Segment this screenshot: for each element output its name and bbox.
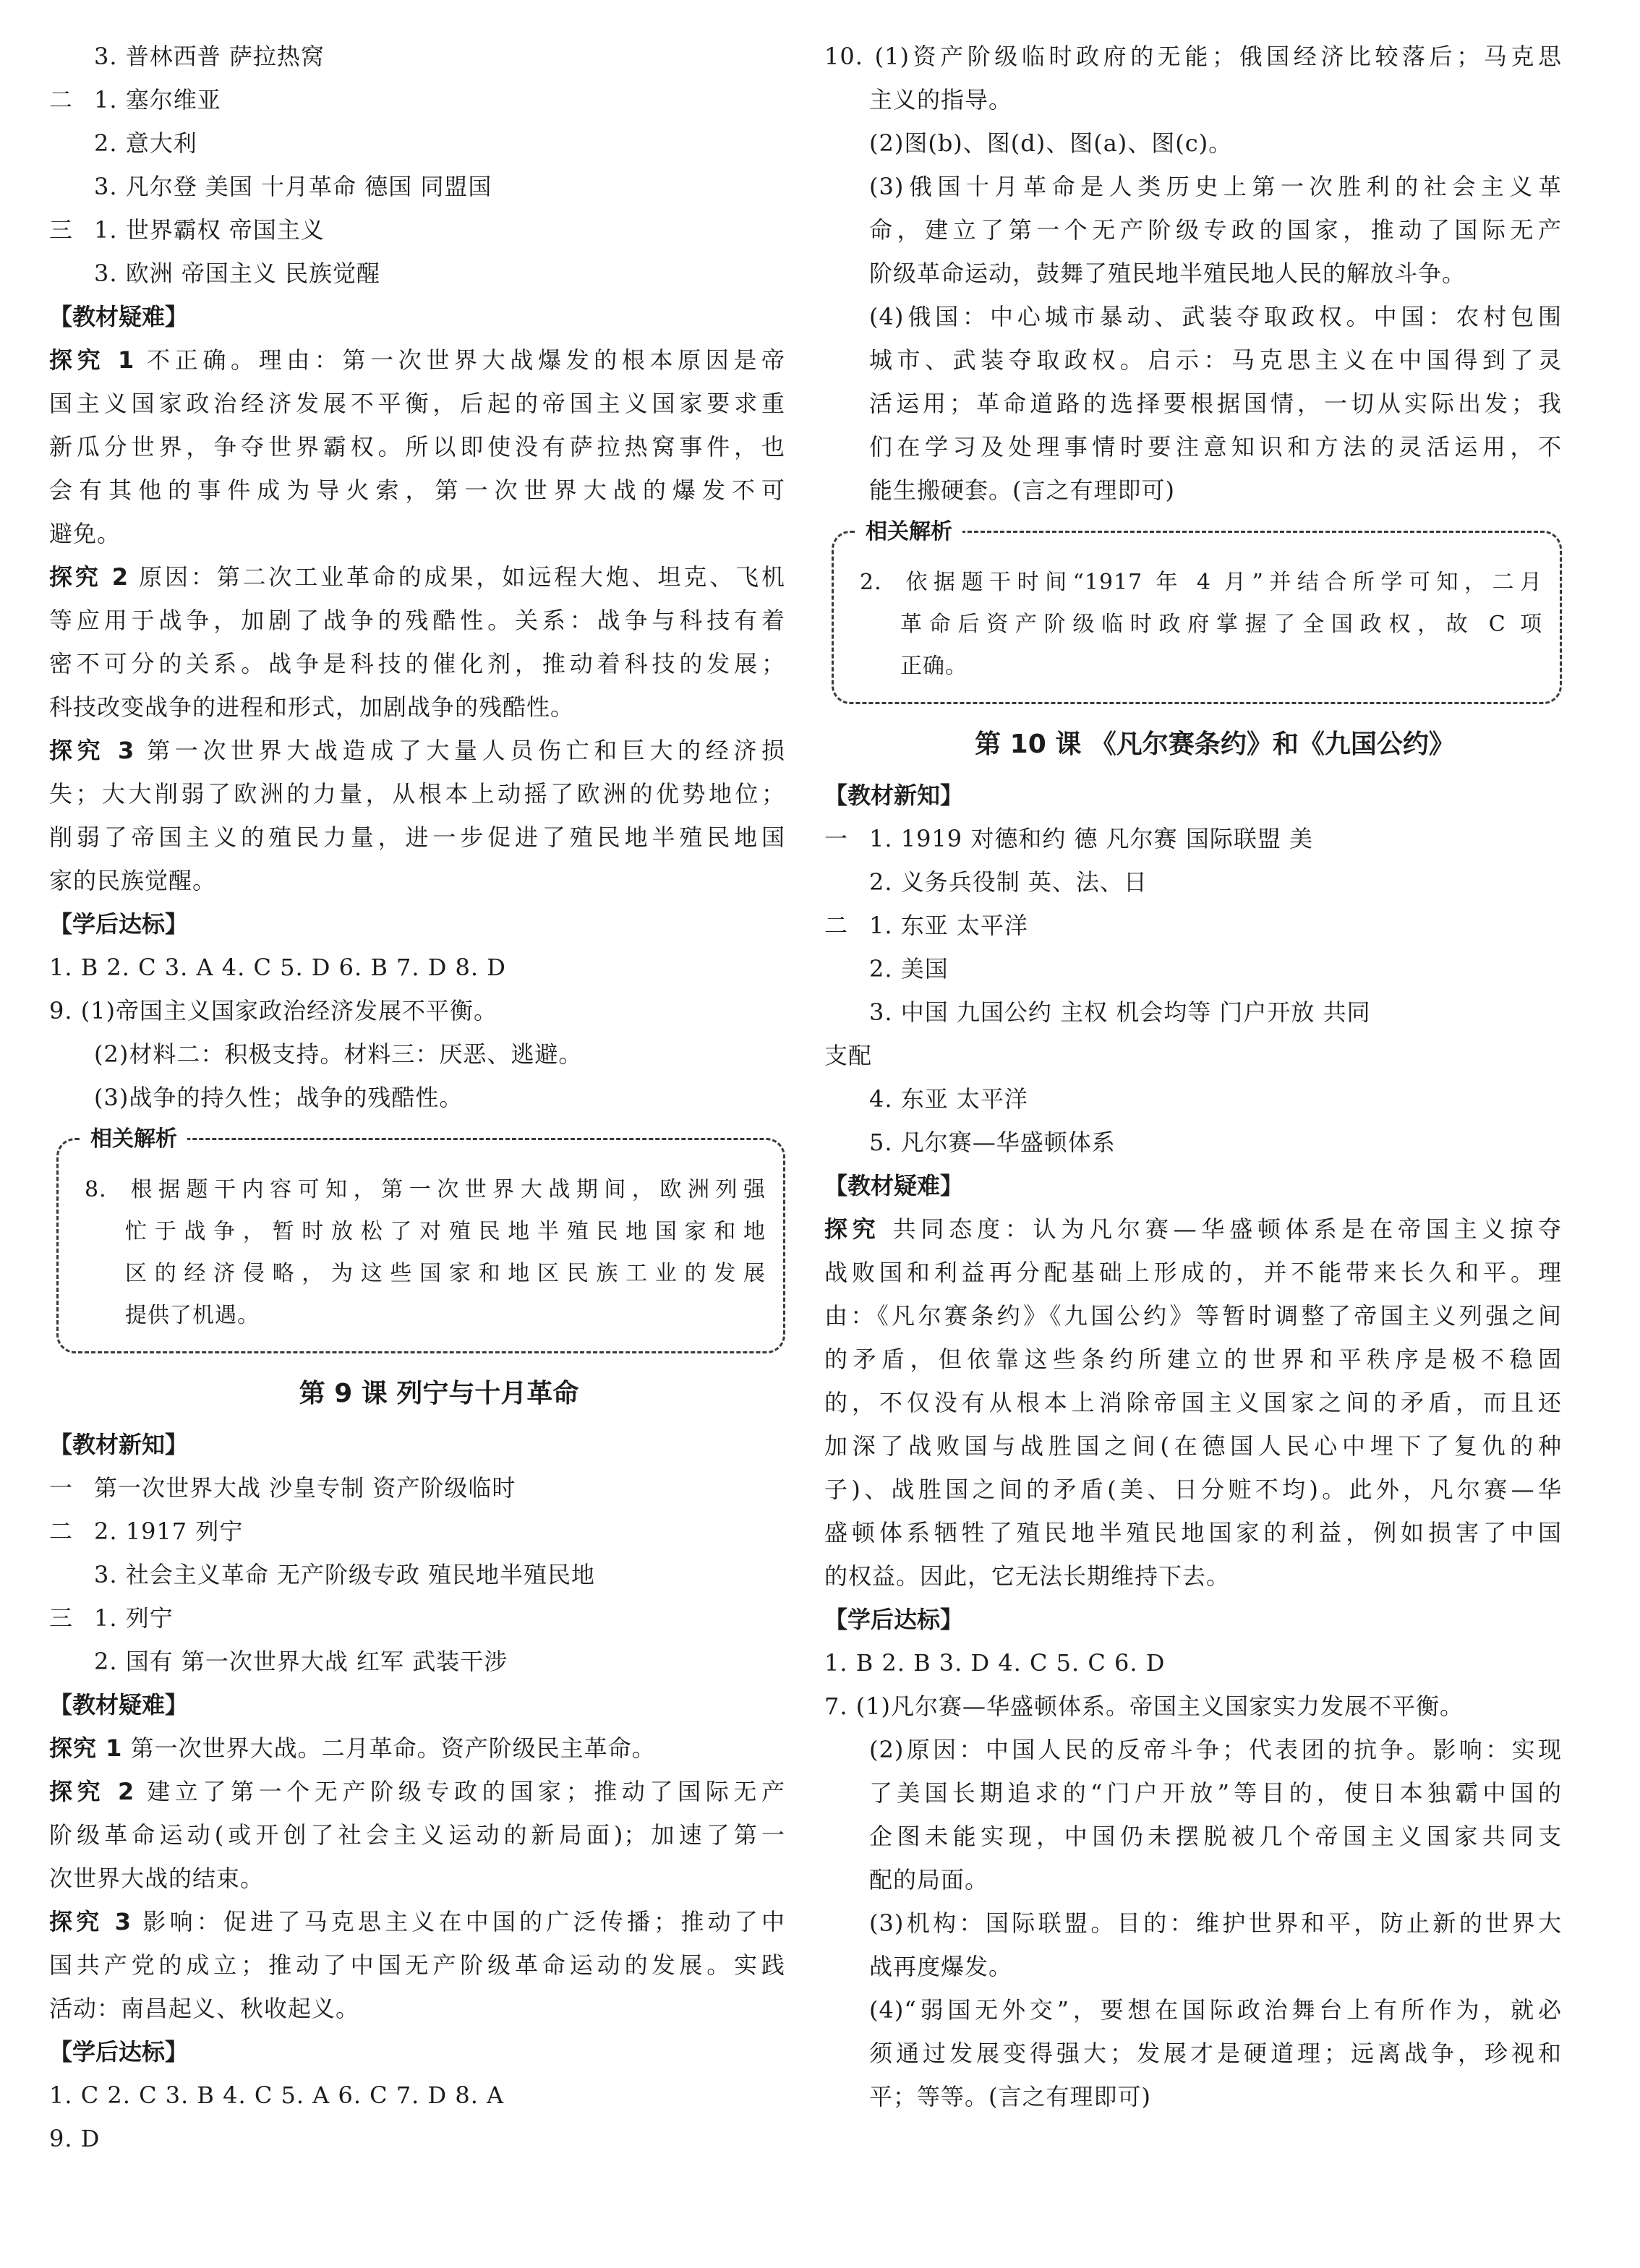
- analysis-line: [851, 646, 1542, 688]
- lesson-9-title: 第 9 课 列宁与十月革命: [299, 1379, 579, 1408]
- analysis-box-content-right: [851, 562, 1542, 688]
- left-column: [49, 35, 785, 2160]
- paragraph-line: [49, 382, 785, 425]
- analysis-text: 根据题干内容可知，第一次世界大战期间，欧洲列强: [125, 1177, 766, 1202]
- answer-line: 7. (1)凡尔赛—华盛顿体系。帝国主义国家实力发展不平衡。: [824, 1693, 1464, 1720]
- structure-line: [49, 1553, 785, 1596]
- answer-line: (4)俄国：中心城市暴动、武装夺取政权。中国：农村包围: [869, 303, 1562, 330]
- paragraph-line: [49, 468, 785, 512]
- analysis-line: [76, 1211, 766, 1253]
- question-9: [49, 989, 785, 1119]
- answer-line: 活运用；革命道路的选择要根据国情，一切从实际出发；我: [869, 390, 1562, 417]
- analysis-number: 2.: [860, 570, 882, 595]
- paragraph-text: 国主义国家政治经济发展不平衡，后起的帝国主义国家要求重: [49, 390, 785, 417]
- lesson-10-title: 第 10 课 《凡尔赛条约》和《九国公约》: [975, 729, 1455, 759]
- paragraph-text: 的，不仅没有从根本上消除帝国主义国家之间的矛盾，而且还: [824, 1389, 1562, 1416]
- paragraph-text: 避免。: [49, 520, 121, 547]
- structure-line: [49, 1596, 785, 1640]
- paragraph-text: 第一次世界大战。二月革命。资产阶级民主革命。: [130, 1734, 656, 1762]
- l9-tanjiu-1: [49, 1726, 785, 1770]
- paragraph-line: [49, 1987, 785, 2030]
- analysis-text: 正确。: [900, 654, 968, 679]
- structure-text: 2. 国有 第一次世界大战 红军 武装干涉: [94, 1648, 508, 1675]
- structure-line: [824, 1077, 1562, 1121]
- analysis-box-title-right: 相关解析: [855, 514, 962, 550]
- structure-text: 3. 凡尔登 美国 十月革命 德国 同盟国: [94, 173, 492, 200]
- paragraph-text: 阶级革命运动(或开创了社会主义运动的新局面)；加速了第一: [49, 1821, 785, 1849]
- structure-text: 1. 世界霸权 帝国主义: [94, 216, 325, 244]
- lesson9-new-knowledge: [49, 1466, 785, 1683]
- structure-text: 3. 欧洲 帝国主义 民族觉醒: [94, 260, 381, 287]
- answer-line: 9. (1)帝国主义国家政治经济发展不平衡。: [49, 997, 498, 1024]
- paragraph-line: [824, 1294, 1562, 1338]
- analysis-line: [76, 1253, 766, 1295]
- answer-line: 阶级革命运动，鼓舞了殖民地半殖民地人民的解放斗争。: [869, 260, 1466, 287]
- paragraph-line: [49, 555, 785, 599]
- paragraph-text: 活动：南昌起义、秋收起义。: [49, 1995, 360, 2022]
- structure-text: 2. 1917 列宁: [94, 1518, 244, 1545]
- section-title-yinan-r: 【教材疑难】: [824, 1172, 964, 1199]
- paragraph-line: [824, 1554, 1562, 1598]
- answer-line: 战再度爆发。: [869, 1953, 1013, 1980]
- paragraph-label: 探究: [824, 1215, 881, 1243]
- analysis-box: [56, 1126, 785, 1353]
- structure-line: [49, 1466, 785, 1510]
- section-numeral: 三: [49, 216, 74, 244]
- structure-text: 1. 东亚 太平洋: [869, 912, 1028, 939]
- answer-line: 了美国长期追求的“门户开放”等目的，使日本独霸中国的: [869, 1779, 1562, 1807]
- paragraph-line: [49, 642, 785, 685]
- paragraph-label: 探究 1: [49, 346, 135, 374]
- structure-line: [49, 1510, 785, 1553]
- paragraph-label: 探究 2: [49, 563, 129, 591]
- answer-line: 主义的指导。: [869, 86, 1013, 114]
- paragraph-label: 探究 3: [49, 1908, 132, 1935]
- paragraph-line: [49, 685, 785, 729]
- paragraph-text: 密不可分的关系。战争是科技的催化剂，推动着科技的发展；: [49, 650, 785, 677]
- answer-line: 能生搬硬套。(言之有理即可): [869, 476, 1175, 504]
- choice-answers-r: 1. B 2. B 3. D 4. C 5. C 6. D: [824, 1649, 1166, 1677]
- paragraph-text: 失；大大削弱了欧洲的力量，从根本上动摇了欧洲的优势地位；: [49, 780, 785, 808]
- paragraph-text: 国共产党的成立；推动了中国无产阶级革命运动的发展。实践: [49, 1951, 785, 1979]
- question-10: [824, 35, 1562, 512]
- paragraph-line: [49, 1943, 785, 1987]
- analysis-text: 提供了机遇。: [125, 1303, 260, 1328]
- structure-text: 3. 普林西普 萨拉热窝: [94, 43, 325, 70]
- structure-line: [49, 165, 785, 208]
- analysis-text: 依据题干时间“1917 年 4 月”并结合所学可知，二月: [900, 570, 1542, 595]
- section-title-dabiao-2: 【学后达标】: [49, 2038, 189, 2066]
- structure-text: 3. 社会主义革命 无产阶级专政 殖民地半殖民地: [94, 1561, 596, 1588]
- structure-line: [49, 78, 785, 121]
- paragraph-text: 次世界大战的结束。: [49, 1865, 265, 1892]
- analysis-number: 8.: [85, 1177, 107, 1202]
- paragraph-label: 探究 1: [49, 1734, 123, 1762]
- answer-line: (3)战争的持久性；战争的残酷性。: [94, 1084, 464, 1111]
- analysis-text: 区的经济侵略，为这些国家和地区民族工业的发展: [125, 1261, 766, 1286]
- paragraph-text: 由：《凡尔赛条约》《九国公约》等暂时调整了帝国主义列强之间: [824, 1302, 1562, 1330]
- l9-tanjiu-2: [49, 1770, 785, 1900]
- answer-line: 平；等等。(言之有理即可): [869, 2083, 1151, 2110]
- l10-tanjiu: [824, 1207, 1562, 1598]
- paragraph-text: 会有其他的事件成为导火索，第一次世界大战的爆发不可: [49, 476, 785, 504]
- paragraph-line: [824, 1338, 1562, 1381]
- structure-line: [824, 1034, 1562, 1077]
- question-7: [824, 1685, 1562, 2118]
- answer-line: (2)原因：中国人民的反帝斗争；代表团的抗争。影响：实现: [869, 1736, 1562, 1763]
- paragraph-line: [49, 859, 785, 902]
- structure-text: 2. 意大利: [94, 129, 197, 157]
- paragraph-text: 第一次世界大战造成了大量人员伤亡和巨大的经济损: [147, 737, 785, 764]
- structure-line: [49, 35, 785, 78]
- section-title-dabiao-r: 【学后达标】: [824, 1606, 964, 1633]
- paragraph-label: 探究 3: [49, 737, 135, 764]
- paragraph-line: [49, 1770, 785, 1813]
- answer-line: 须通过发展变得强大；发展才是硬道理；远离战争，珍视和: [869, 2040, 1562, 2067]
- paragraph-text: 的权益。因此，它无法长期维持下去。: [824, 1562, 1231, 1590]
- paragraph-text: 原因：第二次工业革命的成果，如远程大炮、坦克、飞机: [139, 563, 785, 591]
- answer-line: 10. (1)资产阶级临时政府的无能；俄国经济比较落后；马克思: [824, 43, 1562, 70]
- paragraph-line: [49, 1726, 785, 1770]
- structure-line: [49, 1640, 785, 1683]
- paragraph-line: [49, 1857, 785, 1900]
- paragraph-text: 盛顿体系牺牲了殖民地半殖民地国家的利益，例如损害了中国: [824, 1519, 1562, 1546]
- answer-line: (2)材料二：积极支持。材料三：厌恶、逃避。: [94, 1040, 583, 1068]
- answer-line: (2)图(b)、图(d)、图(a)、图(c)。: [869, 129, 1233, 157]
- structure-line: [49, 208, 785, 252]
- paragraph-text: 新瓜分世界，争夺世界霸权。所以即使没有萨拉热窝事件，也: [49, 433, 785, 461]
- paragraph-text: 战败国和利益再分配基础上形成的，并不能带来长久和平。理: [824, 1259, 1562, 1286]
- paragraph-line: [49, 729, 785, 772]
- tanjiu-2: [49, 555, 785, 729]
- choice-answers-3: 9. D: [49, 2125, 101, 2152]
- paragraph-line: [824, 1381, 1562, 1424]
- paragraph-text: 影响：促进了马克思主义在中国的广泛传播；推动了中: [142, 1908, 785, 1935]
- paragraph-text: 削弱了帝国主义的殖民力量，进一步促进了殖民地半殖民地国: [49, 823, 785, 851]
- paragraph-line: [49, 1900, 785, 1943]
- paragraph-text: 等应用于战争，加剧了战争的残酷性。关系：战争与科技有着: [49, 607, 785, 634]
- answer-line: 们在学习及处理事情时要注意知识和方法的灵活运用，不: [869, 433, 1562, 461]
- structure-text: 第一次世界大战 沙皇专制 资产阶级临时: [94, 1474, 516, 1502]
- lesson8-new-knowledge-tail: [49, 35, 785, 295]
- structure-text: 支配: [824, 1042, 873, 1069]
- section-numeral: 三: [49, 1604, 74, 1632]
- structure-line: [824, 904, 1562, 947]
- choice-answers-2: 1. C 2. C 3. B 4. C 5. A 6. C 7. D 8. A: [49, 2081, 505, 2109]
- structure-line: [824, 860, 1562, 904]
- answer-line: (3)机构：国际联盟。目的：维护世界和平，防止新的世界大: [869, 1909, 1562, 1937]
- structure-text: 4. 东亚 太平洋: [869, 1085, 1028, 1113]
- section-title-yinan-2: 【教材疑难】: [49, 1691, 189, 1719]
- paragraph-line: [49, 338, 785, 382]
- answer-line: 命，建立了第一个无产阶级专政的国家，推动了国际无产: [869, 216, 1562, 244]
- paragraph-text: 家的民族觉醒。: [49, 867, 217, 894]
- section-title-yinan: 【教材疑难】: [49, 303, 189, 330]
- paragraph-line: [824, 1251, 1562, 1294]
- section-numeral: 二: [49, 1518, 74, 1545]
- paragraph-line: [49, 425, 785, 468]
- structure-text: 5. 凡尔赛—华盛顿体系: [869, 1129, 1116, 1156]
- paragraph-text: 子)、战胜国之间的矛盾(美、日分赃不均)。此外，凡尔赛—华: [824, 1476, 1562, 1503]
- paragraph-text: 加深了战败国与战胜国之间(在德国人民心中埋下了复仇的种: [824, 1432, 1562, 1460]
- analysis-line: [851, 604, 1542, 646]
- section-title-xinzhi-r: 【教材新知】: [824, 782, 964, 809]
- paragraph-line: [49, 599, 785, 642]
- tanjiu-1: [49, 338, 785, 555]
- answer-line: 城市、武装夺取政权。启示：马克思主义在中国得到了灵: [869, 346, 1562, 374]
- section-numeral: 一: [824, 825, 849, 852]
- structure-line: [49, 252, 785, 295]
- paragraph-line: [824, 1511, 1562, 1554]
- answer-line: 企图未能实现，中国仍未摆脱被几个帝国主义国家共同支: [869, 1823, 1562, 1850]
- paragraph-text: 科技改变战争的进程和形式，加剧战争的残酷性。: [49, 693, 575, 721]
- structure-line: [824, 817, 1562, 860]
- right-column: [824, 35, 1562, 2118]
- paragraph-label: 探究 2: [49, 1778, 135, 1805]
- paragraph-text: 不正确。理由：第一次世界大战爆发的根本原因是帝: [147, 346, 785, 374]
- section-title-dabiao: 【学后达标】: [49, 910, 189, 938]
- analysis-text: 忙于战争，暂时放松了对殖民地半殖民地国家和地: [125, 1219, 766, 1244]
- paragraph-line: [824, 1207, 1562, 1251]
- structure-line: [824, 947, 1562, 990]
- section-numeral: 一: [49, 1474, 74, 1502]
- l9-tanjiu-3: [49, 1900, 785, 2030]
- analysis-line: [76, 1295, 766, 1337]
- structure-line: [824, 990, 1562, 1034]
- choice-answers: 1. B 2. C 3. A 4. C 5. D 6. B 7. D 8. D: [49, 954, 506, 981]
- paragraph-text: 共同态度：认为凡尔赛—华盛顿体系是在帝国主义掠夺: [892, 1215, 1562, 1243]
- section-numeral: 二: [824, 912, 849, 939]
- structure-line: [49, 121, 785, 165]
- analysis-box-right: [832, 519, 1562, 704]
- section-title-xinzhi: 【教材新知】: [49, 1431, 189, 1458]
- answer-line: 配的局面。: [869, 1866, 989, 1893]
- answer-line: (4)“弱国无外交”，要想在国际政治舞台上有所作为，就必: [869, 1996, 1562, 2024]
- structure-text: 3. 中国 九国公约 主权 机会均等 门户开放 共同: [869, 998, 1371, 1026]
- analysis-box-title: 相关解析: [80, 1121, 187, 1157]
- paragraph-line: [824, 1468, 1562, 1511]
- paragraph-text: 建立了第一个无产阶级专政的国家；推动了国际无产: [147, 1778, 785, 1805]
- tanjiu-3: [49, 729, 785, 902]
- analysis-text: 革命后资产阶级临时政府掌握了全国政权，故 C 项: [900, 612, 1542, 637]
- structure-text: 2. 美国: [869, 955, 949, 983]
- paragraph-line: [49, 816, 785, 859]
- paragraph-line: [49, 512, 785, 555]
- answer-line: (3)俄国十月革命是人类历史上第一次胜利的社会主义革: [869, 173, 1562, 200]
- structure-text: 1. 列宁: [94, 1604, 174, 1632]
- paragraph-line: [49, 1813, 785, 1857]
- lesson10-new-knowledge: [824, 817, 1562, 1164]
- structure-text: 1. 塞尔维亚: [94, 86, 221, 114]
- analysis-line: [76, 1169, 766, 1211]
- analysis-line: [851, 562, 1542, 604]
- paragraph-text: 的矛盾，但依靠这些条约所建立的世界和平秩序是极不稳固: [824, 1345, 1562, 1373]
- paragraph-line: [49, 772, 785, 816]
- structure-text: 1. 1919 对德和约 德 凡尔赛 国际联盟 美: [869, 825, 1314, 852]
- section-numeral: 二: [49, 86, 74, 114]
- analysis-box-content: [76, 1169, 766, 1337]
- structure-line: [824, 1121, 1562, 1164]
- structure-text: 2. 义务兵役制 英、法、日: [869, 868, 1148, 896]
- paragraph-line: [824, 1424, 1562, 1468]
